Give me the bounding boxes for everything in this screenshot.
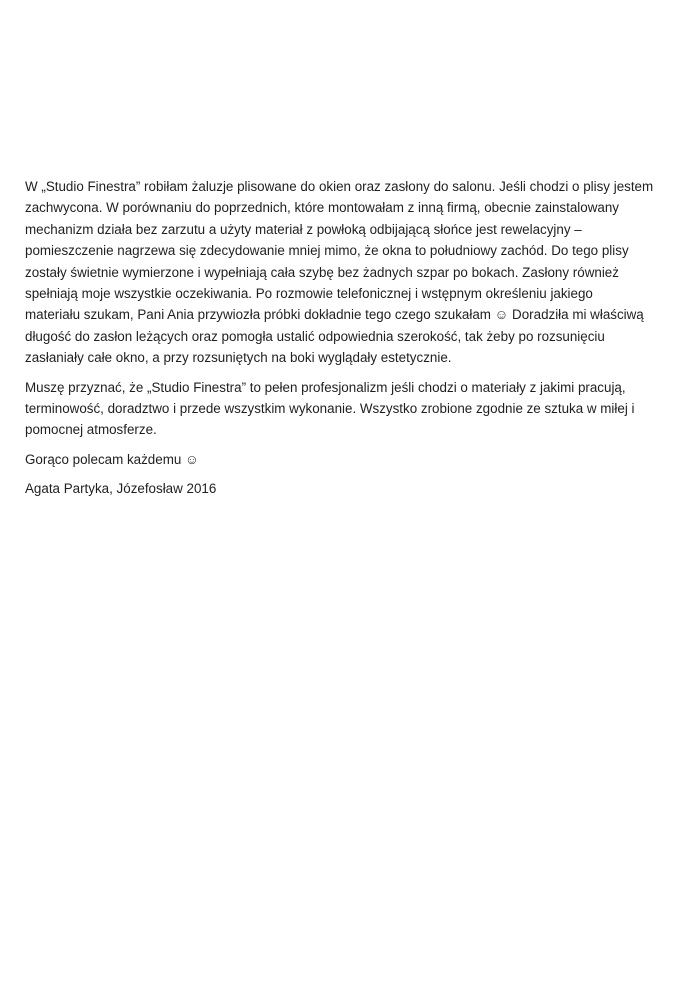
paragraph-line: pomieszczenie nagrzewa się zdecydowanie mniej mimo, że okna to południowy zachód. Do tego plisy	[25, 243, 629, 259]
paragraph-2	[25, 377, 680, 441]
paragraph-line: zachwycona. W porównaniu do poprzednich, które montowałam z inną firmą, obecnie zainstalowany	[25, 200, 619, 216]
paragraph-line: zasłaniały całe okno, a przy rozsuniętych na boki wyglądały estetycznie.	[25, 350, 452, 366]
signature-line	[25, 478, 680, 499]
paragraph-line: zostały świetnie wymierzone i wypełniają cała szybę bez żadnych szpar po bokach. Zasłony również	[25, 264, 619, 280]
letter-body	[25, 176, 680, 508]
paragraph-line: materiału szukam, Pani Ania przywiozła próbki dokładnie tego czego szukałam ☺ Doradziła mi właściwą	[25, 307, 644, 323]
paragraph-line: spełniają moje wszystkie oczekiwania. Po rozmowie telefonicznej i wstępnym określeniu jakiego	[25, 286, 593, 302]
paragraph-line: pomocnej atmosferze.	[25, 422, 157, 438]
paragraph-1	[25, 176, 680, 369]
paragraph-line: mechanizm działa bez zarzutu a użyty materiał z powłoką odbijającą słońce jest rewelacyjny –	[25, 221, 582, 237]
signature-text: Agata Partyka, Józefosław 2016	[25, 481, 217, 497]
paragraph-line: Muszę przyznać, że „Studio Finestra” to pełen profesjonalizm jeśli chodzi o materiały z jakimi pracują,	[25, 379, 626, 395]
paragraph-line: długość do zasłon leżących oraz pomogła ustalić odpowiednia szerokość, tak żeby po rozsunięciu	[25, 328, 605, 344]
paragraph-line: terminowość, doradztwo i przede wszystkim wykonanie. Wszystko zrobione zgodnie ze sztuka w miłej i	[25, 401, 635, 417]
paragraph-line: W „Studio Finestra” robiłam żaluzje plisowane do okien oraz zasłony do salonu. Jeśli chodzi o plisy jestem	[25, 179, 654, 194]
closing-line	[25, 449, 680, 470]
closing-text: Gorąco polecam każdemu ☺	[25, 451, 199, 467]
